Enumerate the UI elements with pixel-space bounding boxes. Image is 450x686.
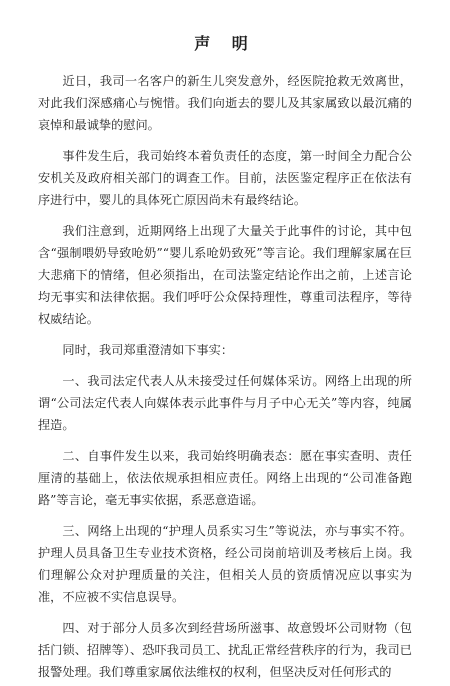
paragraph-clarification-2: 二、自事件发生以来，我司始终明确表态：愿在事实查明、责任厘清的基础上，依法依规承担相应责任。网络上出现的“公司准备跑路”等言论，毫无事实依据，系恶意造谣。 [38, 449, 412, 507]
paragraph-clarification-intro: 同时，我司郑重澄清如下事实： [62, 343, 234, 357]
paragraph-clarification-4: 四、对于部分人员多次到经营场所滋事、故意毁坏公司财物（包括门锁、招牌等）、恐吓我司员工、扰乱正常经营秩序的行为，我司已报警处理。我们尊重家属依法维权的权利，但坚决反对任何形式的 [38, 621, 412, 679]
paragraph-investigation: 事件发生后，我司始终本着负责任的态度，第一时间全力配合公安机关及政府相关部门的调查工作。目前，法医鉴定程序正在依法有序进行中，婴儿的具体死亡原因尚未有最终结论。 [38, 149, 412, 207]
paragraph-online-discussion: 我们注意到，近期网络上出现了大量关于此事件的讨论，其中包含“强制喂奶导致呛奶”“婴儿系呛奶致死”等言论。我们理解家属在巨大悲痛下的情绪，但必须指出，在司法鉴定结论作出之前，上述言论均无事实和法律依据。我们呼吁公众保持理性，尊重司法程序，等待权威结论。 [38, 224, 412, 326]
paragraph-clarification-1: 一、我司法定代表人从未接受过任何媒体采访。网络上出现的所谓“公司法定代表人向媒体表示此事件与月子中心无关”等内容，纯属捏造。 [38, 374, 412, 432]
statement-title: 声 明 [194, 34, 256, 53]
paragraph-condolence: 近日，我司一名客户的新生儿突发意外，经医院抢救无效离世，对此我们深感痛心与惋惜。我们向逝去的婴儿及其家属致以最沉痛的哀悼和最诚挚的慰问。 [38, 74, 412, 132]
paragraph-clarification-3: 三、网络上出现的“护理人员系实习生”等说法，亦与事实不符。护理人员具备卫生专业技术资格，经公司岗前培训及考核后上岗。我们理解公众对护理质量的关注，但相关人员的资质情况应以事实为准，不应被不实信息误导。 [38, 524, 412, 604]
